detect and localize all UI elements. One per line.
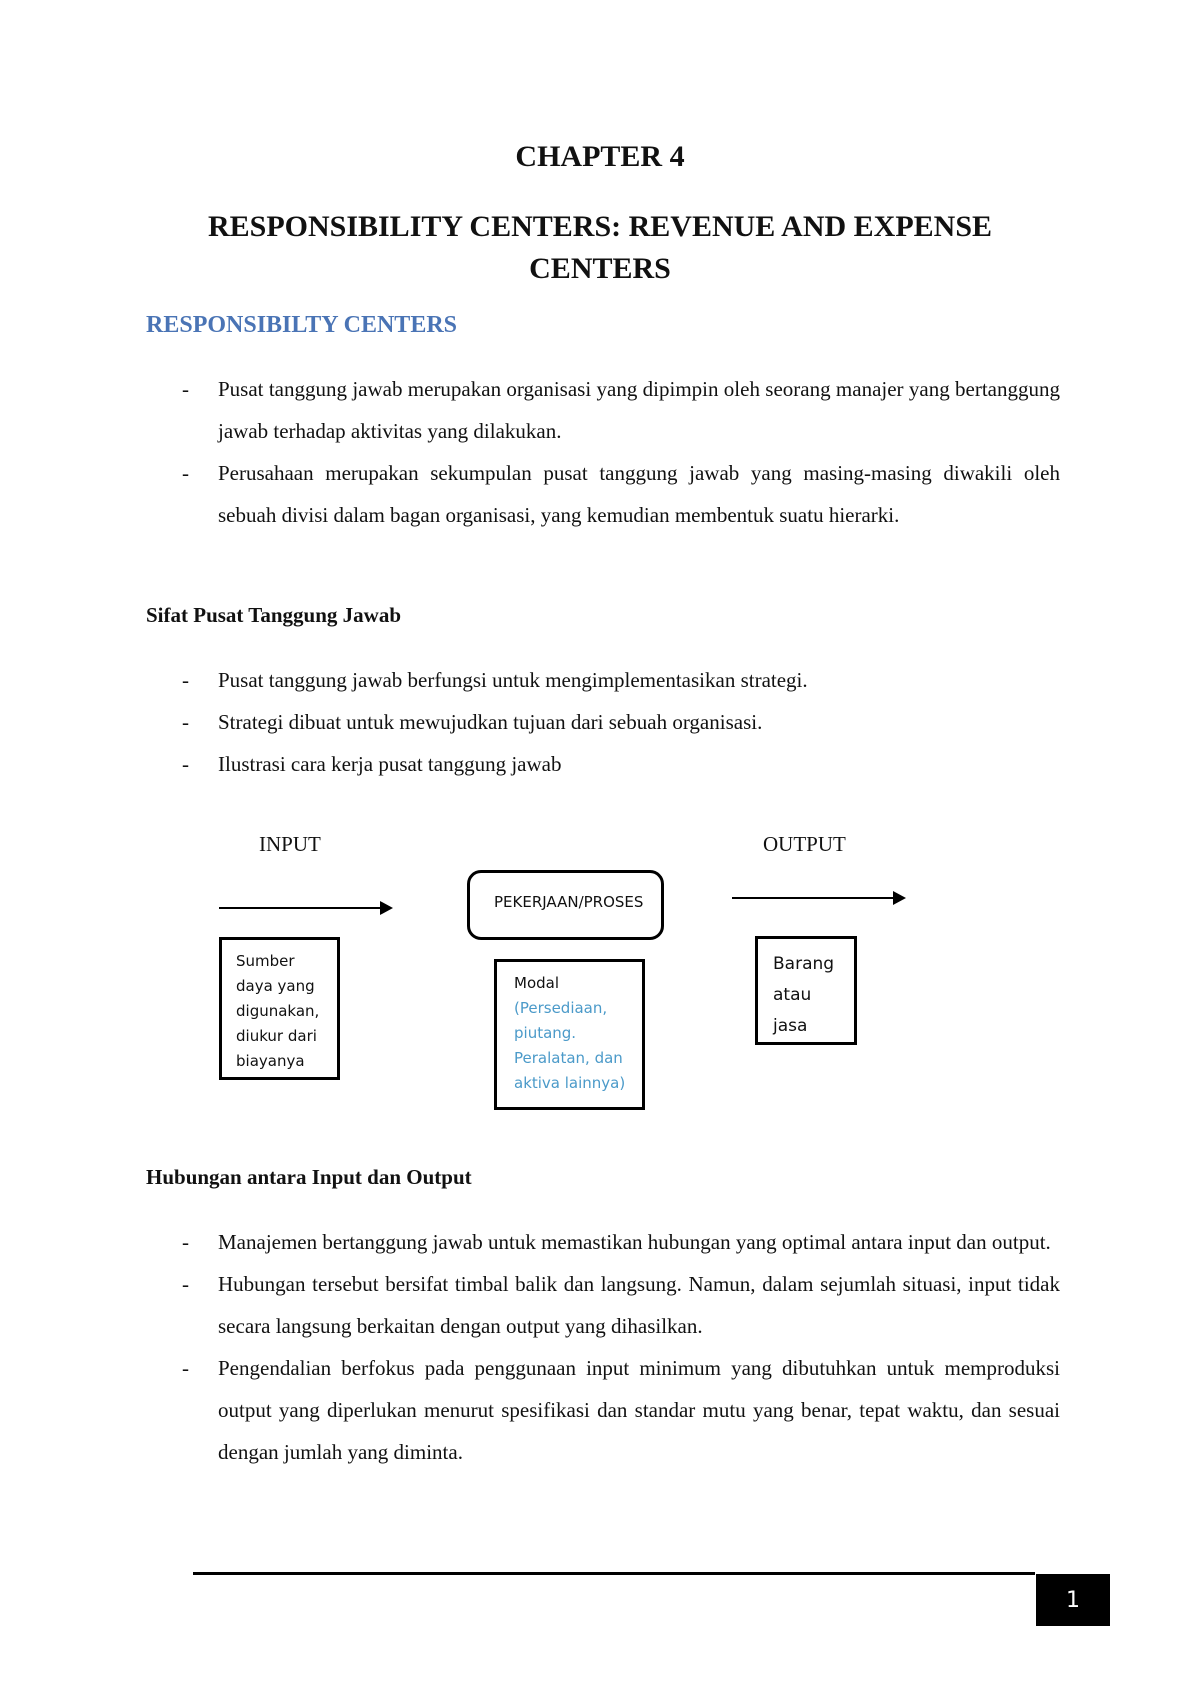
- modal-detail-line: piutang.: [514, 1024, 577, 1042]
- list-item: [146, 701, 1060, 743]
- output-box-line: Barang: [773, 954, 835, 974]
- process-label: PEKERJAAN/PROSES: [494, 893, 644, 911]
- bullet-marker: -: [182, 377, 189, 401]
- process-box: [467, 870, 664, 940]
- bullet-marker: -: [182, 1272, 189, 1296]
- output-goods-box: [755, 936, 857, 1045]
- list-item-text: Pusat tanggung jawab merupakan organisasi yang dipimpin oleh seorang manajer yang bertanggung jawab terhadap aktivitas yang dilakukan.: [218, 377, 1060, 443]
- list-item: [146, 1347, 1060, 1473]
- list-item-text: Perusahaan merupakan sekumpulan pusat tanggung jawab yang masing-masing diwakili oleh sebuah divisi dalam bagan organisasi, yang kemudian membentuk suatu hierarki.: [218, 461, 1060, 527]
- hubungan-bullet-list: [146, 1221, 1060, 1473]
- list-item-text: Strategi dibuat untuk mewujudkan tujuan dari sebuah organisasi.: [218, 710, 763, 734]
- list-item-text: Manajemen bertanggung jawab untuk memastikan hubungan yang optimal antara input dan output.: [218, 1230, 1051, 1254]
- input-box-line: diukur dari: [236, 1027, 317, 1045]
- list-item: [146, 368, 1060, 452]
- list-item: [146, 452, 1060, 536]
- output-box-line: atau: [773, 985, 812, 1005]
- list-item-text: Ilustrasi cara kerja pusat tanggung jawab: [218, 752, 562, 776]
- input-box-line: biayanya: [236, 1052, 305, 1070]
- list-item: [146, 1221, 1060, 1263]
- modal-box: [494, 959, 645, 1110]
- list-item-text: Pusat tanggung jawab berfungsi untuk mengimplementasikan strategi.: [218, 668, 808, 692]
- bullet-marker: -: [182, 710, 189, 734]
- modal-title: Modal: [514, 974, 559, 992]
- sifat-bullet-list: [146, 659, 1060, 785]
- chapter-heading: CHAPTER 4: [515, 140, 685, 173]
- input-box-line: daya yang: [236, 977, 315, 995]
- output-label: OUTPUT: [763, 832, 846, 856]
- input-box-line: Sumber: [236, 952, 295, 970]
- input-arrow: [219, 907, 391, 909]
- footer-divider: [193, 1572, 1035, 1575]
- list-item-text: Hubungan tersebut bersifat timbal balik dan langsung. Namun, dalam sejumlah situasi, input tidak secara langsung berkaitan dengan output yang dihasilkan.: [218, 1272, 1060, 1338]
- bullet-marker: -: [182, 1356, 189, 1380]
- list-item: [146, 1263, 1060, 1347]
- bullet-marker: -: [182, 752, 189, 776]
- input-label: INPUT: [259, 832, 321, 856]
- input-resource-box: [219, 937, 340, 1080]
- bullet-marker: -: [182, 1230, 189, 1254]
- modal-detail-line: (Persediaan,: [514, 999, 608, 1017]
- bullet-marker: -: [182, 461, 189, 485]
- input-box-line: digunakan,: [236, 1002, 320, 1020]
- bullet-marker: -: [182, 668, 189, 692]
- list-item-text: Pengendalian berfokus pada penggunaan input minimum yang dibutuhkan untuk memproduksi output yang diperlukan menurut spesifikasi dan standar mutu yang benar, tepat waktu, dan sesuai dengan jumlah yang diminta.: [218, 1356, 1060, 1464]
- section-title: RESPONSIBILTY CENTERS: [146, 312, 458, 338]
- list-item: [146, 743, 1060, 785]
- output-box-line: jasa: [773, 1016, 808, 1036]
- modal-detail-line: aktiva lainnya): [514, 1074, 626, 1092]
- sifat-heading: Sifat Pusat Tanggung Jawab: [146, 603, 402, 627]
- list-item: [146, 659, 1060, 701]
- hubungan-heading: Hubungan antara Input dan Output: [146, 1165, 472, 1189]
- chapter-title: RESPONSIBILITY CENTERS: REVENUE AND EXPENSE CENTERS: [207, 210, 993, 285]
- page-number: 1: [1036, 1574, 1110, 1626]
- modal-detail-line: Peralatan, dan: [514, 1049, 623, 1067]
- output-arrow: [732, 897, 904, 899]
- section-bullet-list: [146, 368, 1060, 536]
